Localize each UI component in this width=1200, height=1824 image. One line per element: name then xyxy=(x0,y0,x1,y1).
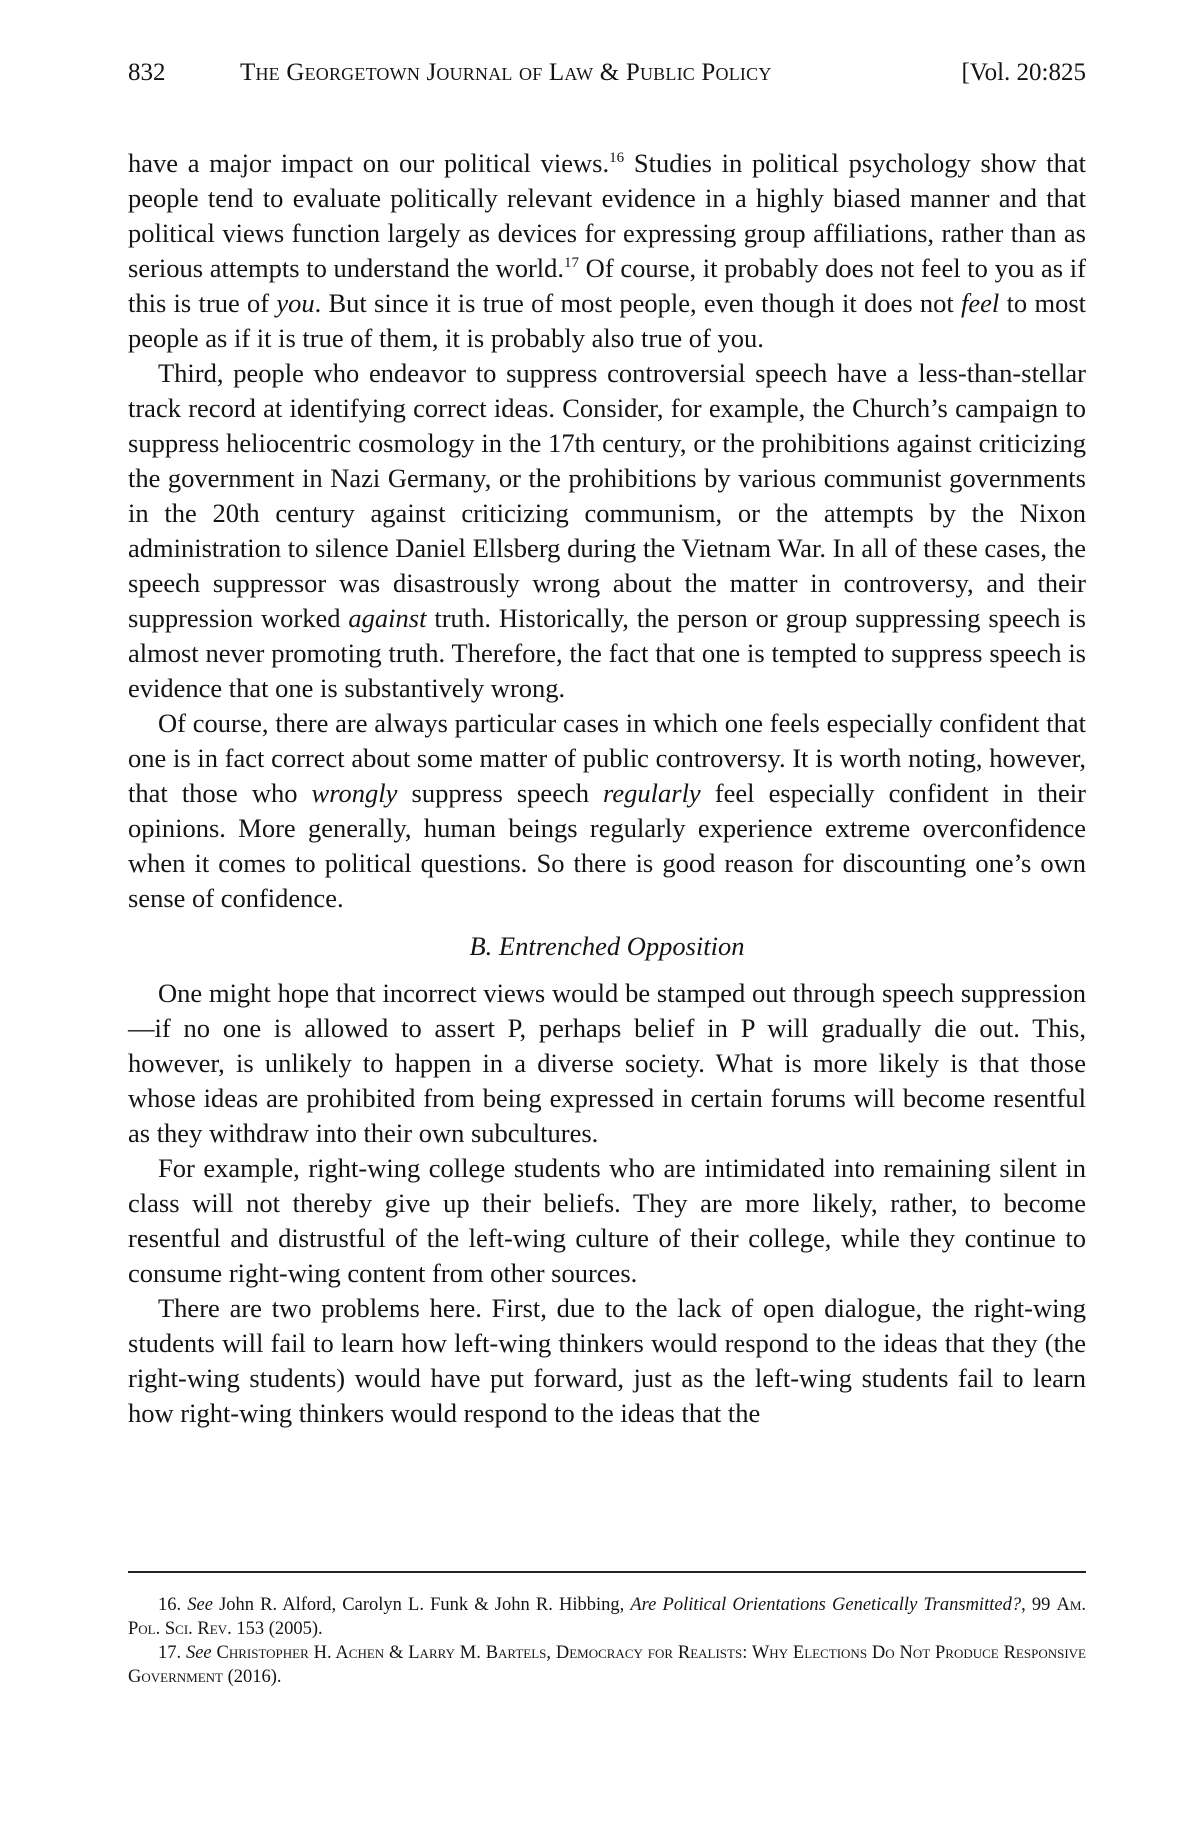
footnote-divider xyxy=(128,1571,1086,1573)
footnotes xyxy=(128,1593,1086,1689)
paragraph-6: There are two problems here. First, due to the lack of open dialogue, the right-wing students will fail to learn how left-wing thinkers would respond to the ideas that they (the right-wing students) would have put forward, just as the left-wing students fail to learn how right-wing thinkers would respond to the ideas that the xyxy=(128,1293,1086,1428)
paragraph-2: Third, people who endeavor to suppress controversial speech have a less-than-stellar track record at identifying correct ideas. Consider, for example, the Church’s campaign to suppress heliocentric cosmology in the 17th century, or the prohibitions against criticizing the government in Nazi Germany, or the prohibitions by various communist governments in the 20th century against criticizing communism, or the attempts by the Nixon administration to silence Daniel Ellsberg during the Vietnam War. In all of these cases, the speech suppressor was disastrously wrong about the matter in controversy, and their suppression worked against truth. Historically, the person or group suppressing speech is almost never promoting truth. Therefore, the fact that one is tempted to suppress speech is evidence that one is substantively wrong. xyxy=(128,358,1086,703)
section-heading: B. Entrenched Opposition xyxy=(469,931,745,961)
paragraph-1: have a major impact on our political views.$^{16}$ Studies in political psychology show that people tend to evaluate politically relevant evidence in a highly biased manner and that political views function largely as devices for expressing group affiliations, rather than as serious attempts to understand the world.$^{17}$ Of course, it probably does not feel to you as if this is true of you. But since it is true of most people, even though it does not feel to most people as if it is true of them, it is probably also true of you. xyxy=(128,148,1086,353)
footnote-ref-16[interactable]: 16 xyxy=(609,150,625,166)
footnote-17: 17. See Christopher H. Achen & Larry M. Bartels, Democracy for Realists: Why Elections Do Not Produce Responsive Government (2016). xyxy=(128,1643,1086,1687)
body-text xyxy=(128,146,1086,1431)
footnote-16: 16. See John R. Alford, Carolyn L. Funk & John R. Hibbing, Are Political Orientations Genetically Transmitted?, 99 Am. Pol. Sci. Rev. 153 (2005). xyxy=(128,1595,1087,1639)
paragraph-5: For example, right-wing college students who are intimidated into remaining silent in class will not thereby give up their beliefs. They are more likely, rather, to become resentful and distrustful of the left-wing culture of their college, while they continue to consume right-wing content from other sources. xyxy=(128,1153,1086,1288)
volume-citation: [Vol. 20:825 xyxy=(961,59,1086,86)
journal-title: The Georgetown Journal of Law & Public Policy xyxy=(240,59,772,86)
paragraph-4: One might hope that incorrect views would be stamped out through speech suppression—if no one is allowed to assert P, perhaps belief in P will gradually die out. This, however, is unlikely to happen in a diverse society. What is more likely is that those whose ideas are prohibited from being expressed in certain forums will become resentful as they withdraw into their own subcultures. xyxy=(128,978,1086,1148)
page-number: 832 xyxy=(128,59,166,86)
footnote-ref-17[interactable]: 17 xyxy=(564,255,579,271)
paragraph-3: Of course, there are always particular cases in which one feels especially confident that one is in fact correct about some matter of public controversy. It is worth noting, however, that those who wrongly suppress speech regularly feel especially confident in their opinions. More generally, human beings regularly experience extreme overconfidence when it comes to political questions. So there is good reason for discounting one’s own sense of confidence. xyxy=(128,708,1086,913)
